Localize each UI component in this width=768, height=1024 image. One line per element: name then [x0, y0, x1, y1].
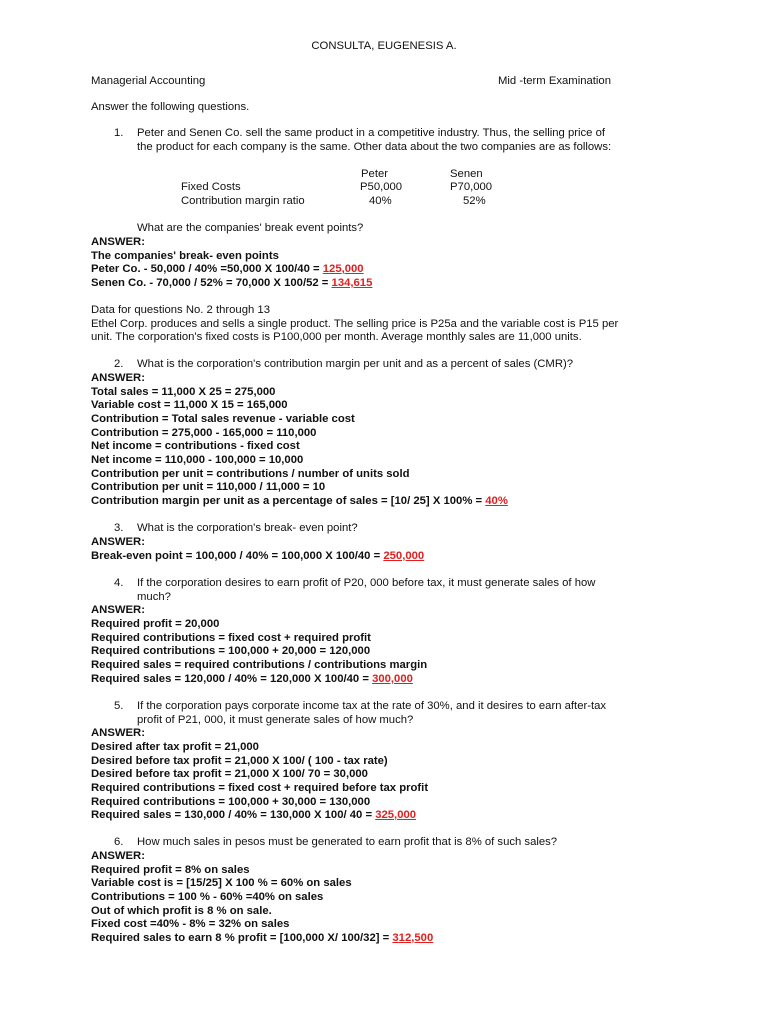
answer-line: Contribution margin per unit as a percentage of sales = [10/ 25] X 100% = 40%	[91, 495, 508, 507]
answer-line: Contribution = 275,000 - 165,000 = 110,000	[91, 427, 317, 439]
answer-line: Required contributions = fixed cost + required profit	[91, 632, 371, 644]
answer-line: Required sales = required contributions / contributions margin	[91, 659, 428, 671]
answer-result: 40%	[485, 495, 508, 507]
answer-result: 312,500	[392, 932, 434, 944]
answer-line: Senen Co. - 70,000 / 52% = 70,000 X 100/52 = 134,615	[91, 277, 373, 289]
data-section-text: unit. The corporation's fixed costs is P100,000 per month. Average monthly sales are 11,000 units.	[91, 331, 582, 343]
table-cell: P50,000	[360, 181, 403, 193]
question-text: much?	[137, 591, 171, 603]
student-name: CONSULTA, EUGENESIS A.	[311, 40, 457, 52]
question-text: What is the corporation's break- even point?	[137, 522, 358, 534]
answer-line: The companies' break- even points	[91, 250, 279, 262]
answer-label: ANSWER:	[91, 727, 145, 739]
question-text: What is the corporation's contribution margin per unit and as a percent of sales (CMR)?	[137, 358, 574, 370]
question-text: Peter and Senen Co. sell the same product in a competitive industry. Thus, the selling price of	[137, 127, 606, 139]
table-header-senen: Senen	[450, 168, 483, 180]
answer-line: Desired before tax profit = 21,000 X 100/ ( 100 - tax rate)	[91, 755, 388, 767]
answer-line: Break-even point = 100,000 / 40% = 100,000 X 100/40 = 250,000	[91, 550, 425, 562]
table-cell: 52%	[463, 195, 486, 207]
table-cell: P70,000	[450, 181, 493, 193]
answer-result: 134,615	[331, 277, 373, 289]
answer-line: Desired before tax profit = 21,000 X 100/ 70 = 30,000	[91, 768, 368, 780]
answer-line: Required profit = 8% on sales	[91, 864, 250, 876]
answer-label: ANSWER:	[91, 372, 145, 384]
answer-result: 250,000	[383, 550, 425, 562]
question-number: 4.	[114, 577, 124, 589]
answer-line: Required sales = 120,000 / 40% = 120,000 X 100/40 = 300,000	[91, 673, 413, 685]
table-row-label: Contribution margin ratio	[181, 195, 305, 207]
question-number: 2.	[114, 358, 124, 370]
answer-line: Total sales = 11,000 X 25 = 275,000	[91, 386, 276, 398]
answer-line: Required sales = 130,000 / 40% = 130,000 X 100/ 40 = 325,000	[91, 809, 417, 821]
answer-line: Required contributions = fixed cost + required before tax profit	[91, 782, 429, 794]
answer-line: Required profit = 20,000	[91, 618, 220, 630]
answer-line: Contribution per unit = contributions / number of units sold	[91, 468, 410, 480]
question-number: 5.	[114, 700, 124, 712]
table-header-peter: Peter	[361, 168, 389, 180]
answer-line: Variable cost = 11,000 X 15 = 165,000	[91, 399, 288, 411]
answer-line: Out of which profit is 8 % on sale.	[91, 905, 272, 917]
question-text: What are the companies' break event points?	[137, 222, 364, 234]
answer-label: ANSWER:	[91, 850, 145, 862]
data-section-text: Ethel Corp. produces and sells a single product. The selling price is P25a and the variable cost is P15 per	[91, 318, 619, 330]
question-text: the product for each company is the same. Other data about the two companies are as follows:	[137, 141, 612, 153]
answer-result: 300,000	[372, 673, 413, 685]
question-text: How much sales in pesos must be generated to earn profit that is 8% of such sales?	[137, 836, 558, 848]
subject-title: Managerial Accounting	[91, 75, 206, 87]
answer-result: 125,000	[322, 263, 364, 275]
answer-line: Desired after tax profit = 21,000	[91, 741, 259, 753]
question-number: 1.	[114, 127, 124, 139]
data-section-title: Data for questions No. 2 through 13	[91, 304, 270, 316]
exam-title: Mid -term Examination	[498, 75, 612, 87]
answer-line: Peter Co. - 50,000 / 40% =50,000 X 100/40 = 125,000	[91, 263, 364, 275]
answer-line: Required sales to earn 8 % profit = [100,000 X/ 100/32] = 312,500	[91, 932, 434, 944]
answer-label: ANSWER:	[91, 236, 145, 248]
question-text: If the corporation pays corporate income tax at the rate of 30%, and it desires to earn after-tax	[137, 700, 607, 712]
answer-label: ANSWER:	[91, 604, 145, 616]
question-text: If the corporation desires to earn profit of P20, 000 before tax, it must generate sales of how	[137, 577, 596, 589]
table-row-label: Fixed Costs	[181, 181, 241, 193]
answer-line: Net income = 110,000 - 100,000 = 10,000	[91, 454, 304, 466]
question-text: profit of P21, 000, it must generate sales of how much?	[137, 714, 414, 726]
answer-line: Fixed cost =40% - 8% = 32% on sales	[91, 918, 290, 930]
answer-line: Variable cost is = [15/25] X 100 % = 60% on sales	[91, 877, 352, 889]
answer-result: 325,000	[375, 809, 417, 821]
instructions: Answer the following questions.	[91, 101, 250, 113]
answer-line: Contribution = Total sales revenue - variable cost	[91, 413, 355, 425]
table-cell: 40%	[369, 195, 392, 207]
answer-label: ANSWER:	[91, 536, 145, 548]
answer-line: Net income = contributions - fixed cost	[91, 440, 300, 452]
answer-line: Required contributions = 100,000 + 20,000 = 120,000	[91, 645, 371, 657]
answer-line: Required contributions = 100,000 + 30,000 = 130,000	[91, 796, 371, 808]
question-number: 3.	[114, 522, 124, 534]
answer-line: Contribution per unit = 110,000 / 11,000 = 10	[91, 481, 326, 493]
answer-line: Contributions = 100 % - 60% =40% on sales	[91, 891, 324, 903]
question-number: 6.	[114, 836, 124, 848]
